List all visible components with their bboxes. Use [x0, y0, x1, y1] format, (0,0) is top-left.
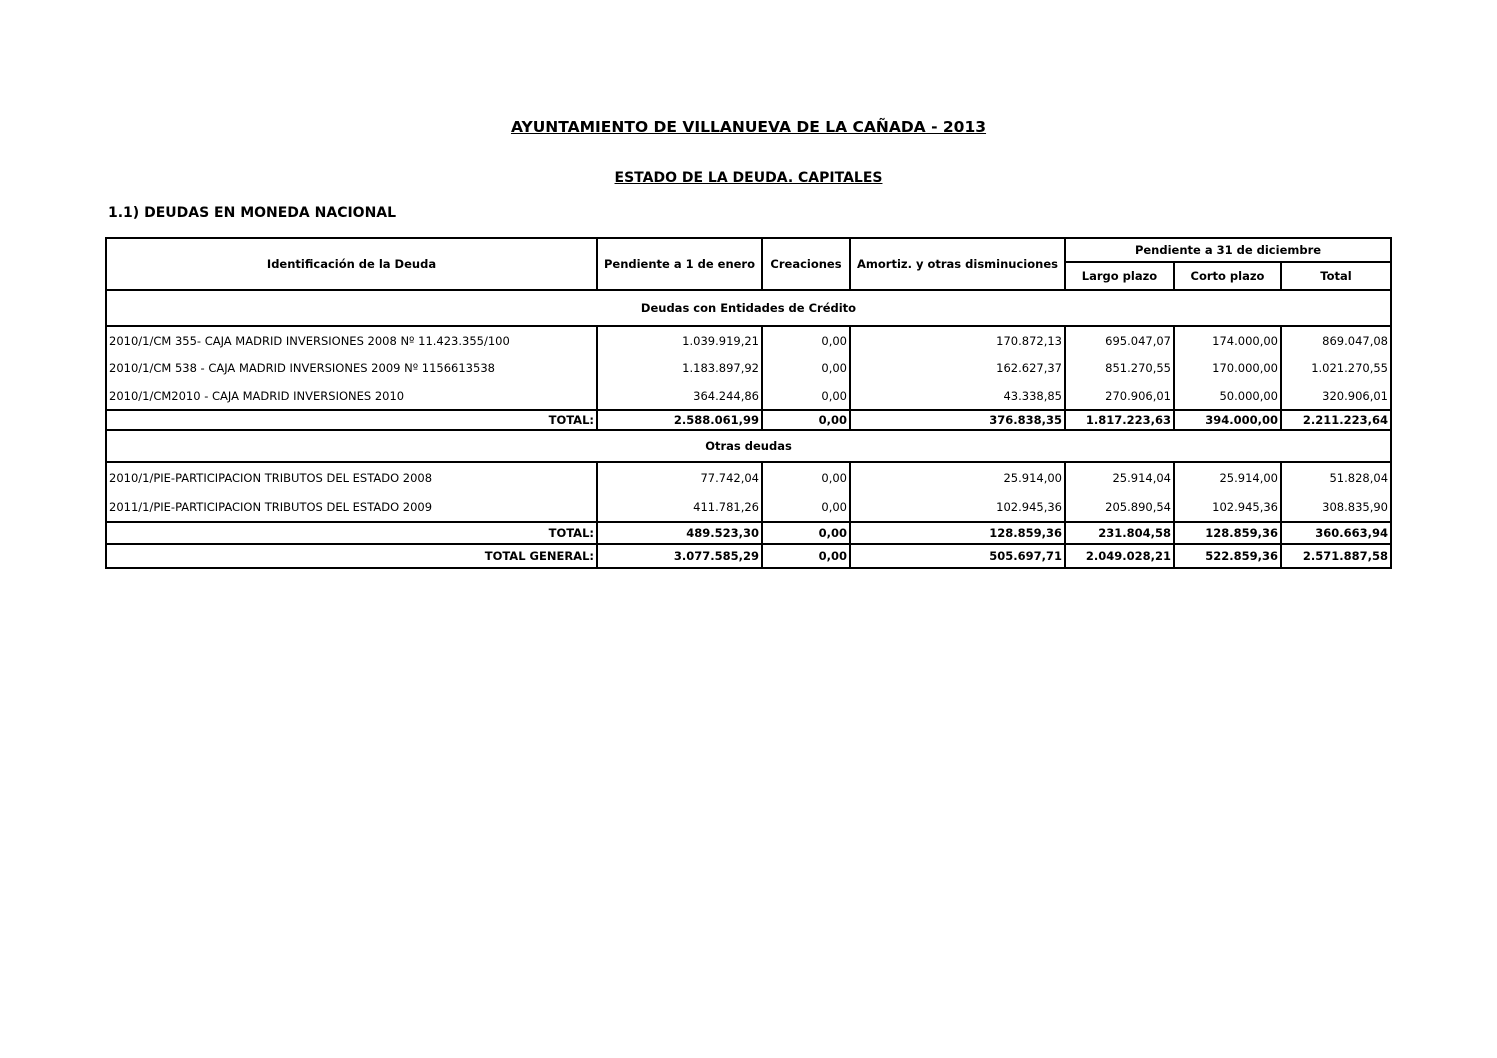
- header-creaciones: Creaciones: [762, 238, 850, 290]
- cell-largo: 695.047,07: [1065, 326, 1174, 354]
- header-corto: Corto plazo: [1174, 262, 1281, 290]
- grand-total-amortiz: 505.697,71: [850, 544, 1065, 568]
- cell-amortiz: 43.338,85: [850, 382, 1065, 410]
- cell-creaciones: 0,00: [762, 326, 850, 354]
- cell-total: 320.906,01: [1281, 382, 1391, 410]
- header-amortiz: Amortiz. y otras disminuciones: [850, 238, 1065, 290]
- cell-pend-enero: 1.183.897,92: [597, 354, 762, 382]
- subtotal-amortiz: 376.838,35: [850, 410, 1065, 430]
- cell-total: 1.021.270,55: [1281, 354, 1391, 382]
- cell-largo: 270.906,01: [1065, 382, 1174, 410]
- cell-ident: 2011/1/PIE-PARTICIPACION TRIBUTOS DEL ESTADO 2009: [106, 492, 597, 522]
- subtotal-pend-enero: 2.588.061,99: [597, 410, 762, 430]
- cell-corto: 25.914,00: [1174, 462, 1281, 492]
- subtotal-corto: 394.000,00: [1174, 410, 1281, 430]
- subtotal-creaciones: 0,00: [762, 410, 850, 430]
- group-heading: Otras deudas: [106, 430, 1391, 462]
- cell-corto: 50.000,00: [1174, 382, 1281, 410]
- cell-corto: 170.000,00: [1174, 354, 1281, 382]
- cell-total: 308.835,90: [1281, 492, 1391, 522]
- header-pend-enero: Pendiente a 1 de enero: [597, 238, 762, 290]
- cell-pend-enero: 364.244,86: [597, 382, 762, 410]
- cell-pend-enero: 411.781,26: [597, 492, 762, 522]
- grand-total-pend-enero: 3.077.585,29: [597, 544, 762, 568]
- header-ident: Identificación de la Deuda: [106, 238, 597, 290]
- subtotal-total: 360.663,94: [1281, 522, 1391, 544]
- subtotal-largo: 1.817.223,63: [1065, 410, 1174, 430]
- subtotal-total: 2.211.223,64: [1281, 410, 1391, 430]
- subtotal-corto: 128.859,36: [1174, 522, 1281, 544]
- cell-amortiz: 102.945,36: [850, 492, 1065, 522]
- cell-corto: 102.945,36: [1174, 492, 1281, 522]
- subtotal-label: TOTAL:: [106, 522, 597, 544]
- cell-ident: 2010/1/PIE-PARTICIPACION TRIBUTOS DEL ESTADO 2008: [106, 462, 597, 492]
- cell-ident: 2010/1/CM 538 - CAJA MADRID INVERSIONES 2009 Nº 1156613538: [106, 354, 597, 382]
- subtotal-creaciones: 0,00: [762, 522, 850, 544]
- subtotal-largo: 231.804,58: [1065, 522, 1174, 544]
- cell-largo: 25.914,04: [1065, 462, 1174, 492]
- subtotal-amortiz: 128.859,36: [850, 522, 1065, 544]
- header-total: Total: [1281, 262, 1391, 290]
- section-heading: 1.1) DEUDAS EN MONEDA NACIONAL: [108, 205, 397, 221]
- cell-pend-enero: 77.742,04: [597, 462, 762, 492]
- header-pend-dic: Pendiente a 31 de diciembre: [1065, 238, 1391, 262]
- grand-total-creaciones: 0,00: [762, 544, 850, 568]
- cell-creaciones: 0,00: [762, 462, 850, 492]
- group-heading: Deudas con Entidades de Crédito: [106, 290, 1391, 326]
- document-title: AYUNTAMIENTO DE VILLANUEVA DE LA CAÑADA - 2013: [510, 118, 987, 136]
- cell-ident: 2010/1/CM2010 - CAJA MADRID INVERSIONES 2010: [106, 382, 597, 410]
- cell-amortiz: 162.627,37: [850, 354, 1065, 382]
- subtotal-label: TOTAL:: [106, 410, 597, 430]
- grand-total-corto: 522.859,36: [1174, 544, 1281, 568]
- grand-total-label: TOTAL GENERAL:: [106, 544, 597, 568]
- cell-largo: 851.270,55: [1065, 354, 1174, 382]
- cell-corto: 174.000,00: [1174, 326, 1281, 354]
- header-largo: Largo plazo: [1065, 262, 1174, 290]
- cell-largo: 205.890,54: [1065, 492, 1174, 522]
- cell-pend-enero: 1.039.919,21: [597, 326, 762, 354]
- cell-total: 51.828,04: [1281, 462, 1391, 492]
- cell-creaciones: 0,00: [762, 492, 850, 522]
- cell-amortiz: 25.914,00: [850, 462, 1065, 492]
- grand-total-largo: 2.049.028,21: [1065, 544, 1174, 568]
- cell-ident: 2010/1/CM 355- CAJA MADRID INVERSIONES 2008 Nº 11.423.355/100: [106, 326, 597, 354]
- cell-creaciones: 0,00: [762, 382, 850, 410]
- debt-table: [105, 237, 1392, 569]
- cell-creaciones: 0,00: [762, 354, 850, 382]
- grand-total-total: 2.571.887,58: [1281, 544, 1391, 568]
- subtotal-pend-enero: 489.523,30: [597, 522, 762, 544]
- document-subtitle: ESTADO DE LA DEUDA. CAPITALES: [614, 170, 883, 186]
- cell-amortiz: 170.872,13: [850, 326, 1065, 354]
- cell-total: 869.047,08: [1281, 326, 1391, 354]
